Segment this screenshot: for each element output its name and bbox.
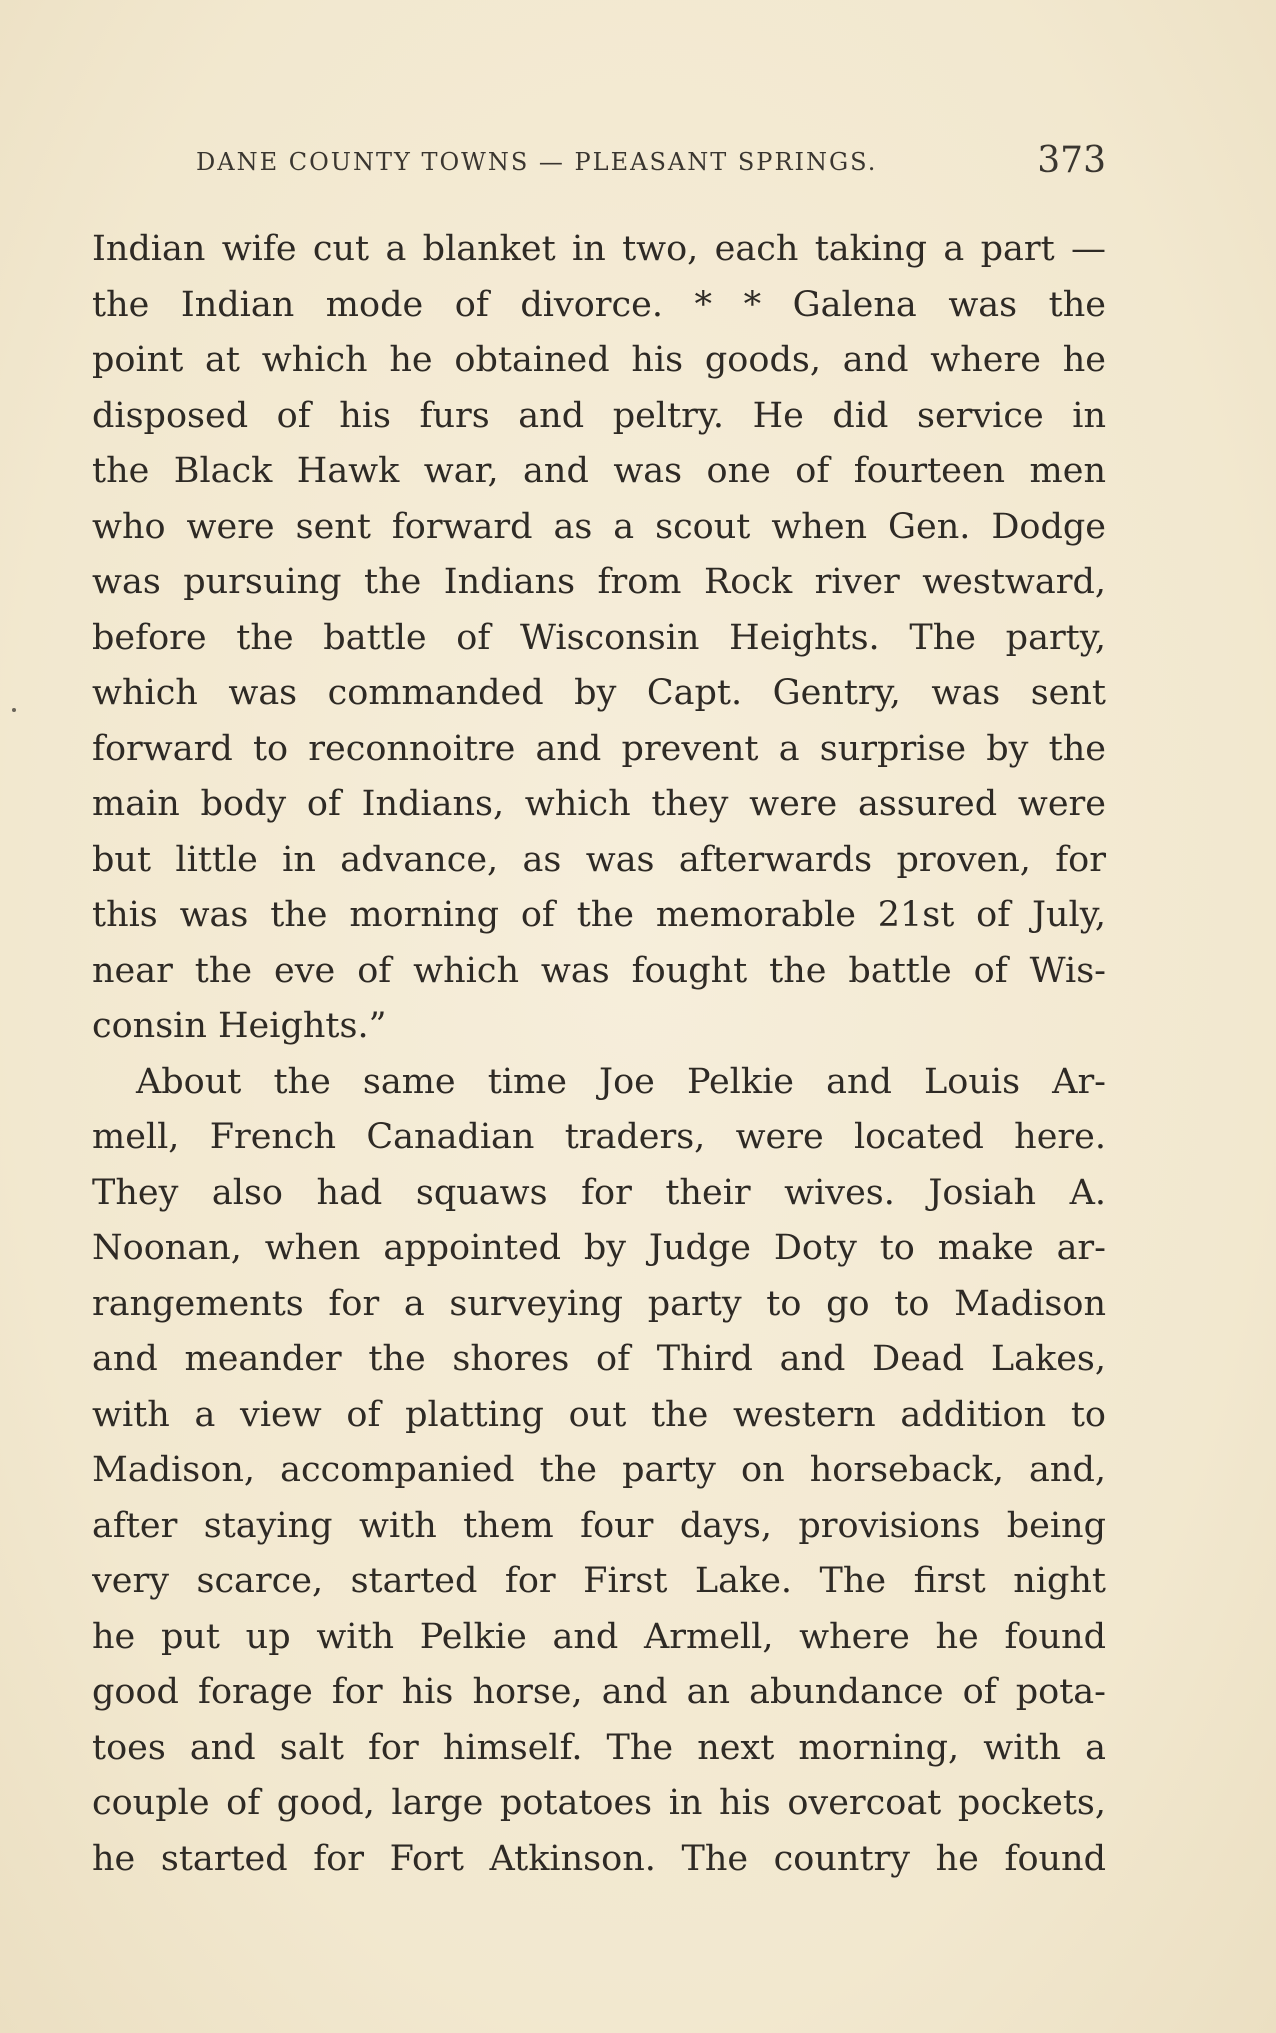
text-line: who were sent forward as a scout when Gen. Dodge [92,506,1106,547]
text-line: toes and salt for himself. The next morning, with a [92,1727,1106,1768]
text-line: disposed of his furs and peltry. He did service in [92,395,1106,436]
text-line: forward to reconnoitre and prevent a surprise by the [92,728,1106,769]
text-line: which was commanded by Capt. Gentry, was sent [92,673,1106,713]
text-line: Noonan, when appointed by Judge Doty to make ar- [92,1228,1106,1268]
text-line: he started for Fort Atkinson. The country he found [92,1838,1106,1879]
text-line: mell, French Canadian traders, were located here. [92,1117,1106,1157]
text-line: very scarce, started for First Lake. The first night [92,1561,1106,1601]
running-head [196,140,1106,190]
text-line: this was the morning of the memorable 21st of July, [92,895,1106,935]
text-line: About the same time Joe Pelkie and Louis Ar- [136,1061,1106,1102]
text-line: Madison, accompanied the party on horseback, and, [92,1450,1106,1490]
margin-mark [12,708,16,712]
text-line: rangements for a surveying party to go to Madison [92,1283,1106,1324]
text-line: before the battle of Wisconsin Heights. The party, [92,617,1106,658]
text-line: Indian wife cut a blanket in two, each taking a part — [92,229,1106,269]
text-line: They also had squaws for their wives. Josiah A. [92,1172,1106,1213]
text-line: the Indian mode of divorce. * * Galena was the [92,284,1106,325]
body-text [92,222,1106,1887]
text-line: good forage for his horse, and an abundance of pota- [92,1672,1106,1712]
text-line: near the eve of which was fought the battle of Wis- [92,950,1106,991]
running-title: DANE COUNTY TOWNS — PLEASANT SPRINGS. [196,148,878,176]
text-line: consin Heights.” [92,1006,387,1046]
text-line: couple of good, large potatoes in his overcoat pockets, [92,1783,1106,1823]
page-number: 373 [1037,140,1106,181]
text-line: main body of Indians, which they were assured were [92,784,1106,824]
text-line: with a view of platting out the western addition to [92,1394,1106,1435]
text-line: the Black Hawk war, and was one of fourteen men [92,451,1106,491]
text-line: and meander the shores of Third and Dead Lakes, [92,1339,1106,1379]
text-line: he put up with Pelkie and Armell, where he found [92,1616,1106,1657]
text-line: point at which he obtained his goods, and where he [92,340,1106,380]
text-line: after staying with them four days, provisions being [92,1505,1106,1546]
text-line: but little in advance, as was afterwards proven, for [92,839,1106,880]
text-line: was pursuing the Indians from Rock river westward, [92,562,1106,602]
